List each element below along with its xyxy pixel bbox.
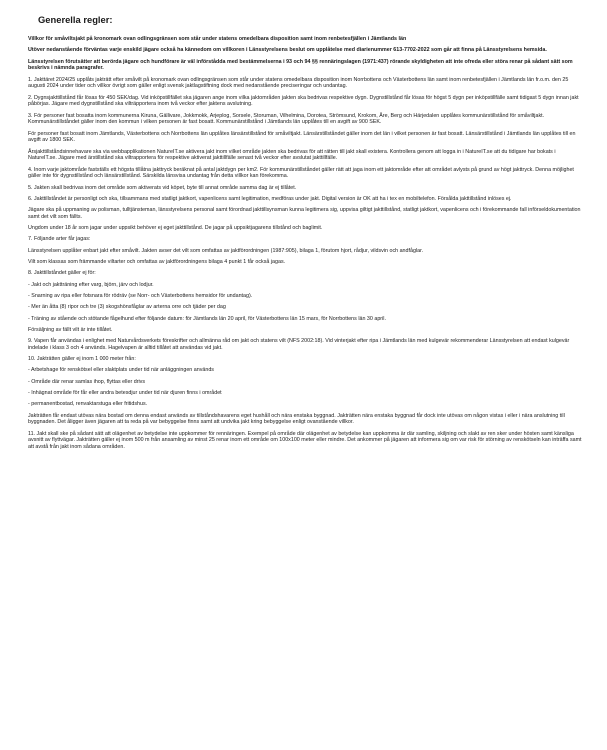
bold-paragraph: Villkor för småviltsjakt på kronomark ovan odlingsgränsen som står under statens omedelbara disposition samt inom renbetesfjällen i Jämtlands län — [28, 36, 407, 42]
paragraph: - Jakt och jaktträning efter varg, björn, järv och lodjur. — [28, 281, 154, 288]
paragraph: 1. Jakttäret 2024/25 upplåts jakträtt efter småvilt på kronomark ovan odlingsgränsen som står under statens omedelbara disposition inom Norrbottens och Västerbottens län samt inom renbetesfjällen i Jämtlands län fr.o.m. den 25 augusti 2024 under tider och villkor övrigt som gäller enligt svensk jaktlagstiftning dock med nedanstående preciseringar och undantag. — [28, 76, 569, 90]
paragraph: 3. För personer fast bosatta inom kommunerna Kiruna, Gällivare, Jokkmokk, Arjeplog, Sorsele, Storuman, Vilhelmina, Dorotea, Strömsund, Krokom, Åre, Berg och Härjedalen upplåtes kommunärstillstånd för småviltjakt. Kommunärstillståndet gäller inom den kommun i vilken personen är fast bosatt. Kommunärstillstånd i Jämtlands län upplåtes till en avgift av 900 SEK. — [28, 112, 545, 126]
paragraph: 6. Jakttillståndet är personligt och ska, tillsammans med statligt jaktkort, vapenlicens samt legitimation, medföras under jakt. Digital version är OK att ha i tex en mobiltelefon. Försålda jakttillstånd inlöses ej. — [28, 195, 512, 202]
paragraph: 7. Följande arter får jagas: — [28, 236, 91, 243]
paragraph: 5. Jakten skall bedrivas inom det område som aktiverats vid köpet, byte till annat område samma dag är ej tillåtet. — [28, 184, 297, 191]
paragraph: - permanentbostad, renvaktarstuga eller fritidshus. — [28, 401, 148, 408]
paragraph: - Mer än åtta (8) ripor och tre (3) skogshönsfåglar av arterna orre och tjäder per dag — [28, 304, 226, 311]
paragraph: - Arbetshage för renskötsel eller slaktplats under tid när anläggningen används — [28, 367, 214, 374]
paragraph: Jägare ska på uppmaning av polisman, tulltjänsteman, länsstyrelsens personal samt förordnad jakttillsynsman kunna legitimera sig, uppvisa giltigt jakttillstånd, statligt jaktkort, vapenlicens och i förekommande fall införseldokumentation samt det vilt som fällts. — [28, 207, 581, 220]
paragraph: - Träning av stående och stötande fågelhund efter följande datum: för Jämtlands län 20 april, för Västerbottens län 15 mars, för Norrbottens län 30 april. — [28, 315, 386, 322]
bold-paragraph: Länsstyrelsen förutsätter att berörda jägare och hundförare är väl införstådda med bestämmelserna i 93 och 94 §§ rennäringslagen (1971:437) rörande skyldigheten att inte ofreda eller störa renar på sådant sätt som beskrivs i nämnda paragrafer. — [28, 58, 573, 72]
paragraph: Länsstyrelsen upplåter enbart jakt efter småvilt. Jakten avser det vilt som omfattas av jaktförordningen (1987:905), bilaga 1, förutom hjort, rådjur, vildsvin och andfåglar. — [28, 247, 424, 254]
paragraph: Jakträtten får endast utövas nära bostad om denna endast används av tillståndshavarens eget hushåll och nära enstaka byggnad. Jakträtten nära enstaka byggnad får dock inte utövas om någon vistas i eller i nära anslutning till byggnaden. Det åligger även jägaren att ta reda på var bebyggelse finns samt att undvika jakt kring bebyggelse enligt ovanstående villkor. — [28, 412, 565, 426]
paragraph: Ungdom under 18 år som jagar under uppsikt behöver ej eget jakttillstånd. De jagar på uppsiktjagarens tillstånd och baglimit. — [28, 225, 323, 232]
paragraph: - Inhägnat område för får eller andra betesdjur under tid när djuren finns i området — [28, 390, 222, 397]
paragraph: 9. Vapen får användas i enlighet med Naturvårdsverkets föreskrifter och allmänna råd om jakt och statens vilt (NFS 2002:18). Vid vinterjakt efter ripa i Jämtlands län med kulgevär rekommenderar Länsstyrelsen att endast kulgevär indelade i klass 3 och 4 används. Hagelvapen är alltid tillåtet att användas vid jakt. — [28, 338, 570, 351]
paragraph: - Område där renar samlas ihop, flyttas eller drivs — [28, 378, 146, 385]
paragraph: 11. Jakt skall ske på sådant sätt att olägenhet av betydelse inte uppkommer för rennäringen. Exempel på område där olägenhet av betydelse kan uppkomma är där samling, skiljning och slakt av ren sker under hösten samt känsliga avsnitt av flyttvägar. Jakträtten gäller ej inom 500 m från ansamling av minst 25 renar inom ett område om 100x100 meter eller mindre. Det ankommer på jägaren att informera sig om var risk för störning av renskötseln kan inträffa samt att avstå från jakt inom sådana områden. — [28, 430, 582, 451]
paragraph: - Snarning av ripa eller fotsnara för rödräv (se Norr- och Västerbottens hemsidor för undantag). — [28, 292, 253, 299]
paragraph: 4. Inom varje jaktområde fastställs ett högsta tillåtna jakttryck beräknat på antal jaktdygn per km2. För kommunärstillståndet gäller rätt att jaga inom ett jaktområde efter att området avlysts på grund av högt jakttryck. Denna möjlighet gäller inte för dygnstillstånd och länsärstillstånd. Särskilda länsvisa undantag från detta villkor kan förekomma. — [28, 166, 574, 180]
paragraph: Försäljning av fällt vilt är inte tillåtet. — [28, 326, 113, 333]
paragraph: För personer fast bosatt inom Jämtlands, Västerbottens och Norrbottens län upplåtes länsärstillstånd för småviltjakt. Länsärstillståndet gäller inom det län i vilket personen är fast bosatt. Länsärstillstånd i Jämtlands län upplåtes till en avgift av 1800 SEK. — [28, 130, 576, 144]
page-title: Generella regler: — [38, 14, 113, 25]
paragraph: 2. Dygnsjakttillstånd får lösas för 450 SEK/dag. Vid inköpstillfället ska jägaren ange inom vilka jaktområden jakten ska bedrivas respektive dygn. Dygnstillstånd får lösas för högst 5 dygn per inköpstillfälle samt tidigast 5 dygn innan jakt påbörjas. Jägare med dygnstillstånd ska vilträpportera inom två veckor efter jaktens avslutning. — [28, 94, 579, 108]
bold-paragraph: Utöver nedanstående förväntas varje enskild jägare också ha kännedom om villkoren i Länsstyrelsens beslut om upplåtelse med diarienummer 613-7702-2022 som går att finna på Länsstyrelsens hemsida. — [28, 47, 547, 54]
paragraph: Årsjakttillståndsinnehavare ska via webbapplikationen NatureIT.se aktivera jakt inom vilket område jakten ska bedrivas för att rätten till jakt skall existera. Kontrollera genom att logga in i NatureIT.se att du tidigare har bokats i NatureIT.se. Jägare med ärstillstånd ska viltrapportera för respektive aktiverat jakttillfälle senast två veckor efter avslutat jakttillfälle. — [28, 148, 556, 162]
rules-content — [28, 36, 583, 451]
paragraph: Vilt som klassas som främmande viltarter och omfattas av jaktförordningens bilaga 4 punkt 1 får också jagas. — [28, 259, 286, 266]
paragraph: 8. Jakttillståndet gäller ej för: — [28, 270, 96, 277]
paragraph: 10. Jakträtten gäller ej inom 1 000 meter från: — [28, 356, 136, 363]
